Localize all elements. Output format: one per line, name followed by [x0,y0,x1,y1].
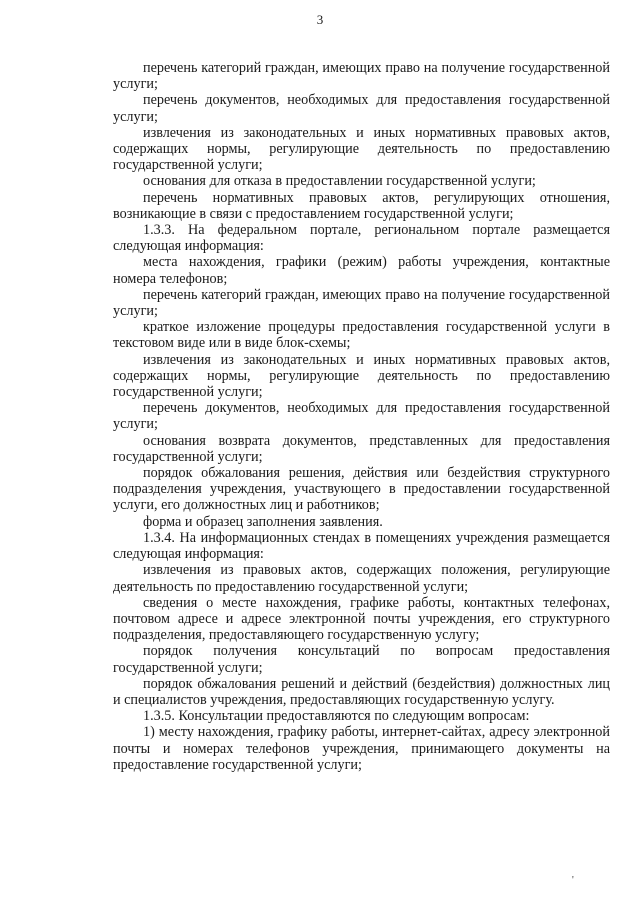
paragraph-3: извлечения из законодательных и иных нормативных правовых актов, содержащих нормы, регулирующие деятельность по предоставлению государственной услуги; [113,124,610,174]
page-number: 3 [316,12,324,27]
paragraph-17: сведения о месте нахождения, графике работы, контактных телефонах, почтовом адресе и адресе электронной почты учреждения, его структурного подразделения, предоставляющего государственную услугу; [113,594,610,644]
section-1-3-4-heading: 1.3.4. На информационных стендах в помещениях учреждения размещается следующая информация: [113,529,610,563]
paragraph-11: перечень документов, необходимых для предоставления государственной услуги; [113,400,610,433]
paragraph-13: порядок обжалования решения, действия или бездействия структурного подразделения учреждения, участвующего в предоставлении государственной услуги, его должностных лиц и работников; [113,465,610,514]
paragraph-2: перечень документов, необходимых для предоставления государственной услуги; [113,92,610,125]
paragraph-19: порядок обжалования решений и действий (бездействия) должностных лиц и специалистов учреждения, предоставляющих государственную услугу. [113,675,610,708]
paragraph-5: перечень нормативных правовых актов, регулирующих отношения, возникающие в связи с предоставлением государственной услуги; [113,189,610,222]
scan-mark: ' [572,875,574,886]
paragraph-1: перечень категорий граждан, имеющих право на получение государственной услуги; [113,60,610,93]
paragraph-9: краткое изложение процедуры предоставления государственной услуги в текстовом виде или в виде блок-схемы; [113,319,610,352]
paragraph-16: извлечения из правовых актов, содержащих положения, регулирующие деятельность по предоставлению государственной услуги; [113,562,610,595]
paragraph-8: перечень категорий граждан, имеющих право на получение государственной услуги; [113,286,610,320]
paragraph-4: основания для отказа в предоставлении государственной услуги; [143,173,536,190]
document-body [113,60,610,773]
section-1-3-3-heading: 1.3.3. На федеральном портале, региональном портале размещается следующая информация: [113,222,610,255]
paragraph-14: форма и образец заполнения заявления. [143,513,383,530]
section-1-3-5-heading: 1.3.5. Консультации предоставляются по следующим вопросам: [143,708,530,725]
paragraph-12: основания возврата документов, представленных для предоставления государственной услуги; [113,432,610,465]
paragraph-18: порядок получения консультаций по вопросам предоставления государственной услуги; [113,643,610,676]
paragraph-7: места нахождения, графики (режим) работы учреждения, контактные номера телефонов; [113,254,610,287]
paragraph-10: извлечения из законодательных и иных нормативных правовых актов, содержащих нормы, регулирующие деятельность по предоставлению государственной услуги; [113,351,610,401]
paragraph-21: 1) месту нахождения, графику работы, интернет-сайтах, адресу электронной почты и номерах телефонов учреждения, принимающего документы на предоставление государственной услуги; [113,724,610,773]
